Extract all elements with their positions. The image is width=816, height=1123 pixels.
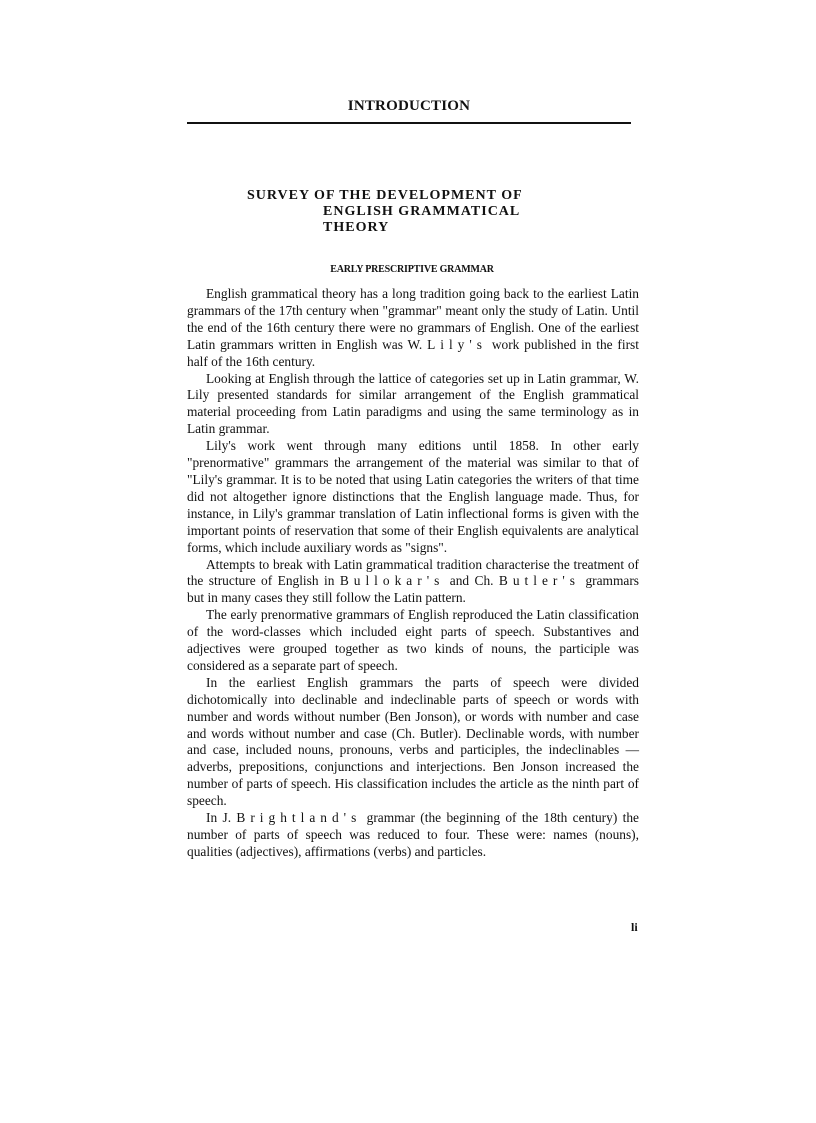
- paragraph-4-text-b: and Ch.: [444, 573, 499, 589]
- paragraph-7-text-b: grammar (the beginning of the 18th century) the number of parts of speech was reduced to four. These were: names (nouns), qualities (adjectives), affirmations (verbs) and particles.: [187, 810, 639, 859]
- paragraph-4-text-c: grammars but in many cases they still follow the Latin pattern.: [187, 573, 639, 606]
- paragraph-7: [187, 810, 639, 861]
- spaced-name-brightland: Brightland's: [236, 810, 362, 826]
- chapter-title-line-2: ENGLISH GRAMMATICAL: [323, 204, 521, 219]
- spaced-name-butler: Butler's: [498, 573, 581, 589]
- paragraph-1: [187, 286, 639, 371]
- paragraph-1-text-a: English grammatical theory has a long tradition going back to the earliest Latin grammars of the 17th century when "grammar" meant only the study of Latin. Until the end of the 16th century there were no grammars of English. One of the earliest Latin grammars written in English was W.: [187, 286, 639, 352]
- paragraph-2: Looking at English through the lattice of categories set up in Latin grammar, W. Lily presented standards for similar arrangement of the English grammatical material proceeding from Latin paradigms and using the same terminology as in Latin grammar.: [187, 370, 639, 437]
- body-text: [187, 286, 639, 861]
- paragraph-6: In the earliest English grammars the parts of speech were divided dichotomically into declinable and indeclinable parts of speech or words with number and words without number (Ben Jonson), or words with number and case and words without number and case (Ch. Butler). Declinable words, with number and case, included nouns, pronouns, verbs and participles, the indeclinables — adverbs, prepositions, conjunctions and interjections. Ben Jonson increased the number of parts of speech. His classification includes the article as the ninth part of speech.: [187, 674, 639, 809]
- header-rule: [187, 122, 631, 124]
- running-head-title: INTRODUCTION: [347, 98, 471, 114]
- paragraph-4: [187, 557, 639, 608]
- spaced-name-bullokar: Bullokar's: [339, 573, 445, 589]
- paragraph-3: Lily's work went through many editions until 1858. In other early "prenormative" grammars the arrangement of the material was similar to that of "Lily's grammar. It is to be noted that using Latin categories the writers of that time did not altogether ignore distinctions that the English language made. Thus, for instance, in Lily's grammar translation of Latin inflectional forms is given with the important points of reservation that some of their English equivalents are analytical forms, which include auxiliary words as "signs".: [187, 438, 639, 555]
- paragraph-7-text-a: In J.: [206, 810, 237, 826]
- paragraph-1-text-b: work published in the first half of the 16th century.: [187, 336, 639, 369]
- chapter-title-line-3: THEORY: [323, 220, 390, 235]
- section-heading: EARLY PRESCRIPTIVE GRAMMAR: [330, 264, 494, 275]
- spaced-name-lily: Lily's: [427, 336, 488, 352]
- chapter-title-line-1: SURVEY OF THE DEVELOPMENT OF: [247, 188, 523, 203]
- page-number: li: [631, 920, 638, 934]
- chapter-title: [247, 188, 567, 236]
- paragraph-5: The early prenormative grammars of English reproduced the Latin classification of the word-classes which included eight parts of speech. Substantives and adjectives were grouped together as two kinds of nouns, the participle was considered as a separate part of speech.: [187, 607, 639, 673]
- paragraph-4-text-a: Attempts to break with Latin grammatical tradition characterise the treatment of the structure of English in: [187, 556, 639, 589]
